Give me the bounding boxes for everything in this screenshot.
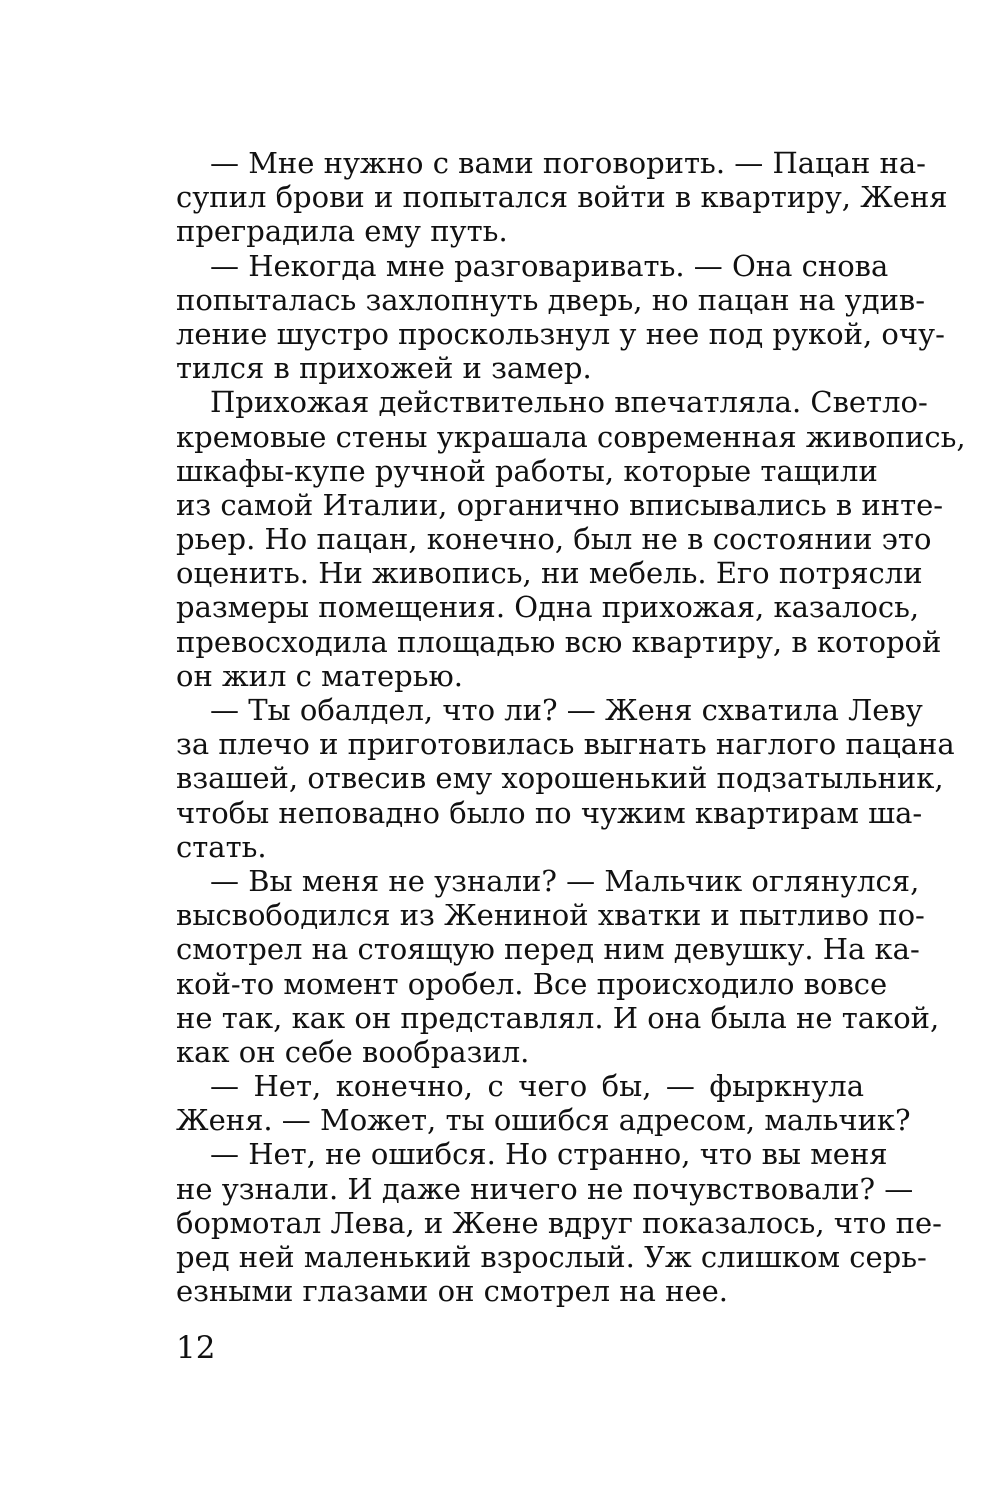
text-line: не так, как он представлял. И она была не такой, [176, 1000, 940, 1035]
text-line: кой-то момент оробел. Все происходило вовсе [176, 966, 888, 1001]
book-page-text [176, 146, 966, 1309]
text-line: езными глазами он смотрел на нее. [176, 1274, 728, 1309]
text-line: не узнали. И даже ничего не почувствовали? — [176, 1171, 914, 1206]
text-line: — Вы меня не узнали? — Мальчик оглянулся, [210, 863, 920, 898]
text-line: — Некогда мне разговаривать. — Она снова [210, 248, 889, 283]
text-line: взашей, отвесив ему хорошенький подзатыльник, [176, 761, 944, 796]
text-line: — Ты обалдел, что ли? — Женя схватила Леву [210, 693, 923, 727]
text-line: размеры помещения. Одна прихожая, казалось, [176, 590, 920, 625]
text-line: кремовые стены украшала современная живопись, [176, 419, 966, 454]
text-line: Прихожая действительно впечатляла. Светло- [210, 385, 928, 420]
paragraph [176, 146, 948, 249]
text-line: ред ней маленький взрослый. Уж слишком серь- [176, 1240, 927, 1274]
paragraph [176, 248, 945, 386]
paragraph [176, 1137, 942, 1309]
text-line: оценить. Ни живопись, ни мебель. Его потрясли [176, 556, 923, 591]
paragraph [176, 1069, 911, 1138]
text-line: тился в прихожей и замер. [176, 351, 592, 386]
text-line: за плечо и приготовилась выгнать наглого пацана [176, 727, 955, 762]
text-line: высвободился из Жениной хватки и пытливо по- [176, 898, 925, 933]
text-line: из самой Италии, органично вписывались в инте- [176, 487, 944, 522]
paragraph [176, 385, 966, 693]
text-line: превосходила площадью всю квартиру, в которой [176, 624, 942, 659]
page-number: 12 [176, 1330, 216, 1366]
paragraph [176, 693, 955, 864]
text-line: — Нет, не ошибся. Но странно, что вы меня [210, 1137, 888, 1172]
paragraph [176, 863, 940, 1069]
text-line: чтобы неповадно было по чужим квартирам ша- [176, 795, 923, 830]
text-line: он жил с матерью. [176, 658, 463, 693]
text-line: Женя. — Может, ты ошибся адресом, мальчик? [176, 1103, 911, 1138]
text-line: преградила ему путь. [176, 214, 508, 249]
text-line: супил брови и попытался войти в квартиру, Женя [176, 180, 948, 215]
text-line: — Нет, конечно, с чего бы, — фыркнула [210, 1069, 864, 1104]
text-line: стать. [176, 829, 267, 864]
text-line: попыталась захлопнуть дверь, но пацан на удив- [176, 282, 926, 317]
text-line: — Мне нужно с вами поговорить. — Пацан на- [210, 146, 926, 180]
text-line: смотрел на стоящую перед ним девушку. На ка- [176, 932, 920, 967]
text-line: бормотал Лева, и Жене вдруг показалось, что пе- [176, 1205, 942, 1240]
text-line: ление шустро проскользнул у нее под рукой, очу- [176, 316, 945, 351]
text-line: рьер. Но пацан, конечно, был не в состоянии это [176, 522, 932, 557]
text-line: как он себе вообразил. [176, 1034, 530, 1069]
text-line: шкафы-купе ручной работы, которые тащили [176, 453, 878, 488]
